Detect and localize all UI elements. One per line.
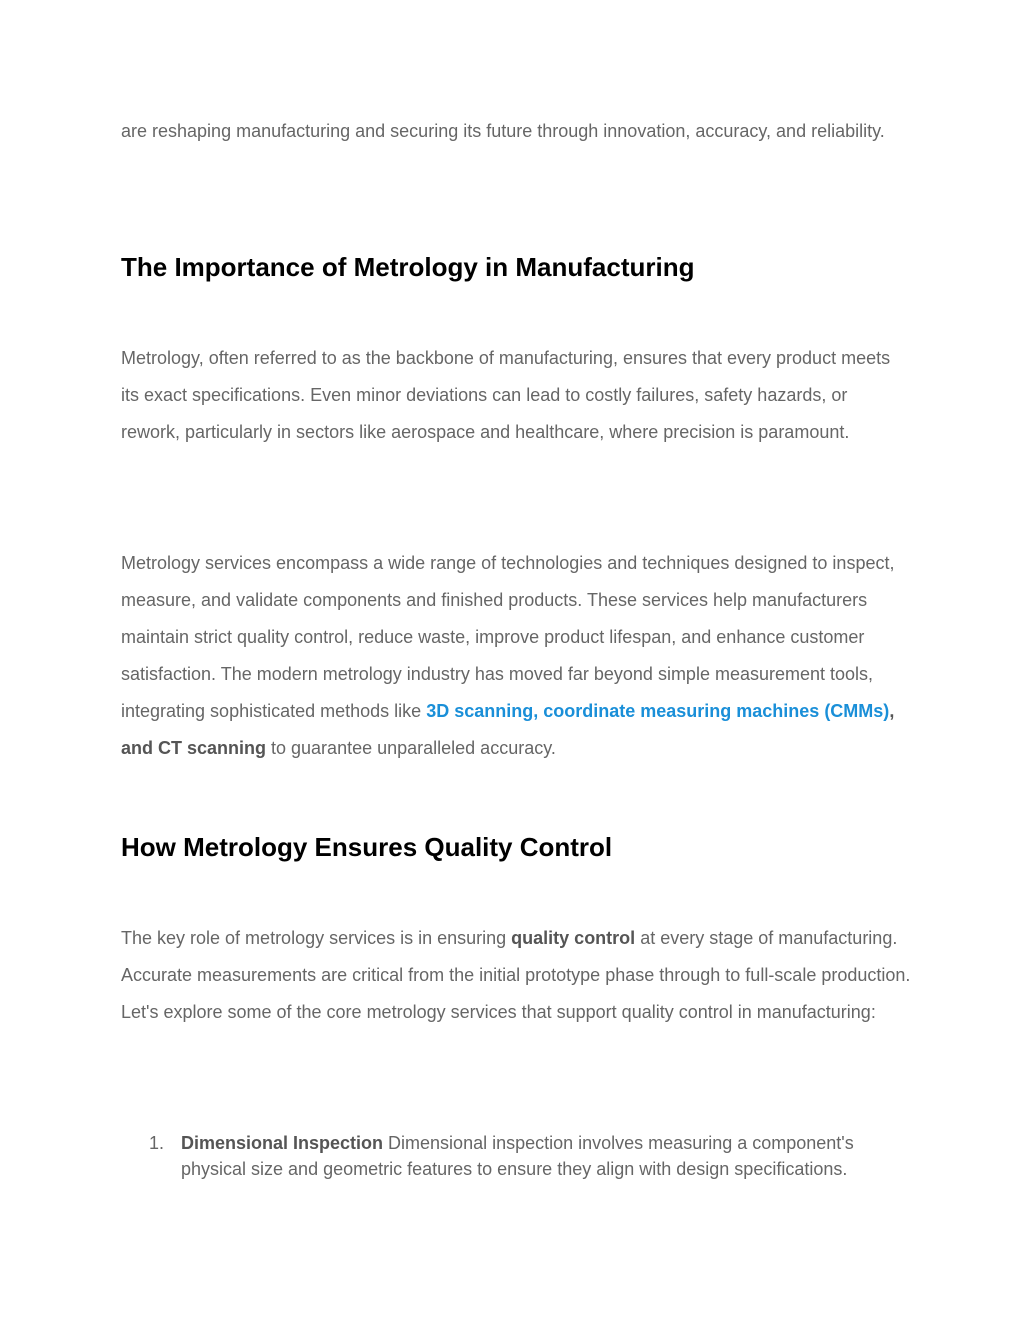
importance-paragraph-1 <box>121 340 911 451</box>
list-item-title: Dimensional Inspection <box>181 1133 384 1153</box>
importance-paragraph-2 <box>121 545 911 767</box>
metrology-services-list <box>121 1130 911 1182</box>
quality-control-paragraph <box>121 920 911 1031</box>
link-separator: , <box>533 701 544 721</box>
ct-scanning-bold: , and CT scanning <box>121 701 895 758</box>
link-cmms[interactable]: coordinate measuring machines (CMMs) <box>543 701 890 721</box>
list-item-number: 1. <box>149 1133 165 1153</box>
importance-paragraph-2-end: to guarantee unparalleled accuracy. <box>266 738 556 758</box>
list-item-text: Dimensional inspection involves measuring a component's physical size and geometric features to ensure they align with design specifications. <box>181 1133 854 1179</box>
section-heading-quality-control: How Metrology Ensures Quality Control <box>121 832 613 862</box>
link-3d-scanning[interactable]: 3D scanning <box>426 701 534 721</box>
quality-control-text-start: The key role of metrology services is in ensuring <box>121 928 512 948</box>
section-heading-importance: The Importance of Metrology in Manufacturing <box>121 252 695 282</box>
importance-paragraph-2-text: Metrology services encompass a wide range of technologies and techniques designed to inspect, measure, and validate components and finished products. These services help manufacturers maintain strict quality control, reduce waste, improve product lifespan, and enhance customer satisfaction. The modern metrology industry has moved far beyond simple measurement tools, integrating sophisticated methods like <box>121 553 895 721</box>
quality-control-bold: quality control <box>511 928 636 948</box>
quality-control-text-end: at every stage of manufacturing. Accurate measurements are critical from the initial prototype phase through to full-scale production. Let's explore some of the core metrology services that support quality control in manufacturing: <box>121 928 911 1022</box>
intro-paragraph <box>121 113 911 150</box>
intro-text: are reshaping manufacturing and securing its future through innovation, accuracy, and reliability. <box>121 121 885 141</box>
importance-paragraph-1-text: Metrology, often referred to as the backbone of manufacturing, ensures that every product meets its exact specifications. Even minor deviations can lead to costly failures, safety hazards, or rework, particularly in sectors like aerospace and healthcare, where precision is paramount. <box>121 348 891 442</box>
list-item <box>121 1130 911 1182</box>
